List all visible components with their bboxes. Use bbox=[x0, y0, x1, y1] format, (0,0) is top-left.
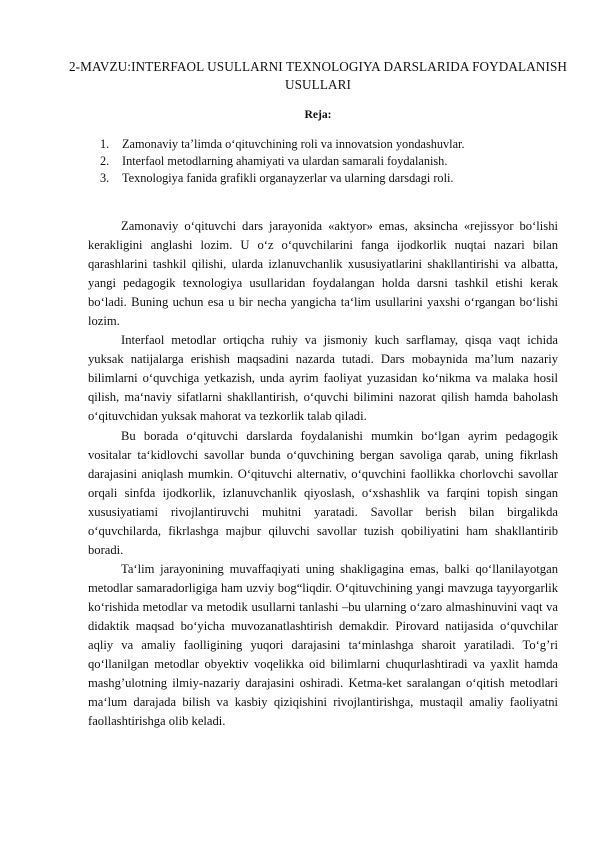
plan-list bbox=[100, 136, 570, 188]
paragraph: Zamonaviy o‘qituvchi dars jarayonida «aktyor» emas, aksincha «rejissyor bo‘lishi kerakligini anglashi lozim. U o‘z o‘quvchilarini fanga ijodkorlik nuqtai nazari bilan qarashlarini tashkil qilishi, ularda izlanuvchanlik xususiyatlarini shakllantirishi va albatta, yangi pedagogik texnologiya usullaridan foydalangan holda darsni tashkil etishi kerak bo‘ladi. Buning uchun esa u bir necha yangicha ta‘lim usullarini yaxshi o‘rgangan bo‘lishi lozim. bbox=[88, 219, 558, 329]
paragraph: Bu borada o‘qituvchi darslarda foydalanishi mumkin bo‘lgan ayrim pedagogik vositalar ta‘kidlovchi savollar bunda o‘quvchining bergan savoliga qarab, uning fikrlash darajasini aniqlash mumkin. O‘qituvchi alternativ, o‘quvchini faollikka chorlovchi savollar orqali sinfda ijodkorlik, izlanuvchanlik qiyoslash, o‘xshashlik va farqini topish singan xususiyatiami rivojlantiruvchi muhitni yaratadi. Savollar berish bilan birgalikda o‘quvchilarda, fikrlashga majbur qiluvchi savollar tuzish qobiliyatini ham shakllantirib boradi. bbox=[88, 428, 558, 557]
plan-item-number: 2. bbox=[100, 154, 110, 169]
plan-item bbox=[100, 136, 570, 153]
plan-item bbox=[100, 153, 570, 170]
plan-item-text: Interfaol metodlarning ahamiyati va ulardan samarali foydalanish. bbox=[122, 154, 448, 169]
plan-item-text: Texnologiya fanida grafikli organayzerlar va ularning darsdagi roli. bbox=[122, 171, 454, 186]
plan-item-number: 1. bbox=[100, 137, 110, 151]
document-title: 2-MAVZU:INTERFAOL USULLARNI TEXNOLOGIYA DARSLARIDA FOYDALANISH USULLARI bbox=[68, 59, 568, 92]
body-text bbox=[88, 217, 558, 731]
paragraph: Ta‘lim jarayonining muvaffaqiyati uning shakligagina emas, balki qo‘llanilayotgan metodlar samaradorligiga ham uzviy bog“liqdir. O‘qituvchining yangi mavzuga tayyorgarlik ko‘rishida metodlar va metodik usullarni tanlashi –bu ularning o‘zaro almashinuvini vaqt va didaktik maqsad bo‘yicha muvozanatlashtirish demakdir. Pirovard natijasida o‘quvchilar aqliy va amaliy faolligining yuqori darajasini ta‘minlashga sharoit yaratiladi. To‘g’ri qo‘llanilgan metodlar obyektiv voqelikka oid bilimlarni chuqurlashtiradi va yaxlit hamda mashg’ulotning ilmiy-nazariy darajasini oshiradi. Ketma-ket saralangan o‘qitish metodlari ma‘lum darajada bilish va kasbiy qiziqishini rivojlantirishga, mustaqil amaliy faoliyatni faollashtirishga olib keladi. bbox=[88, 561, 558, 729]
plan-item bbox=[100, 170, 570, 187]
plan-item-text: Zamonaviy ta’limda o‘qituvchining roli va innovatsion yondashuvlar. bbox=[122, 137, 465, 151]
plan-item-number: 3. bbox=[100, 171, 110, 186]
paragraph: Interfaol metodlar ortiqcha ruhiy va jismoniy kuch sarflamay, qisqa vaqt ichida yuksak natijalarga erishish maqsadini nazarda tutadi. Dars mobaynida ma’lum nazariy bilimlarni o‘quvchiga yetkazish, unda ayrim faoliyat yuzasidan ko‘nikma va malaka hosil qilish, ma‘naviy sifatlarni shakllantirish, o‘quvchi bilimini nazorat qilish hamda baholash o‘qituvchidan yuksak mahorat va tezkorlik talab qiladi. bbox=[88, 333, 558, 424]
plan-heading: Reja: bbox=[304, 108, 332, 121]
